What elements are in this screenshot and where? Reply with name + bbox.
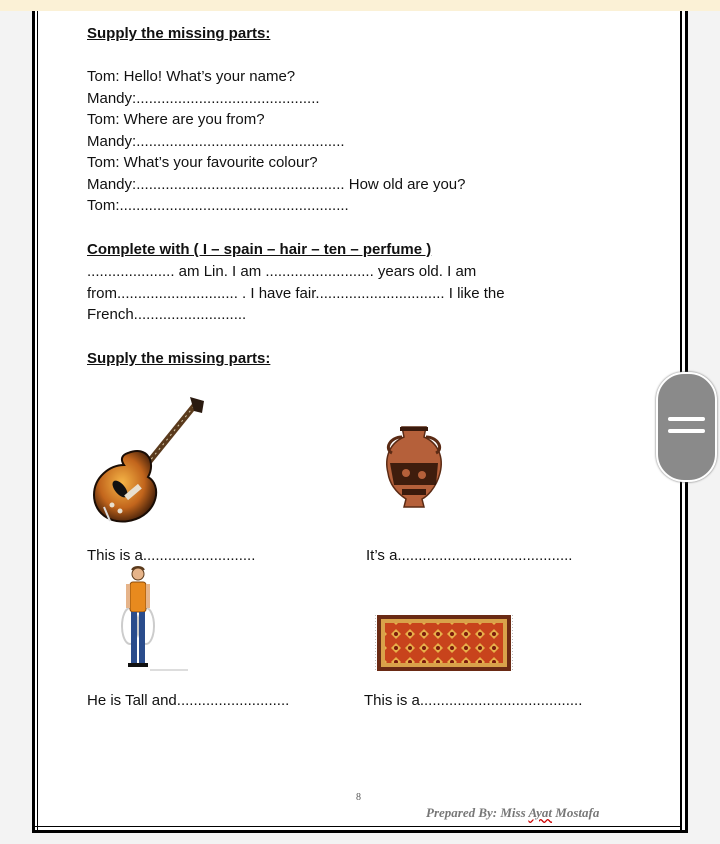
dialogue-line: Mandy:.................................................. xyxy=(87,133,345,150)
dialogue-line: Tom: What’s your favourite colour? xyxy=(87,154,318,171)
rug-image xyxy=(375,613,513,673)
top-bar xyxy=(0,0,720,11)
caption-vase: It’s a.......................................... xyxy=(366,547,573,564)
border-left-outer xyxy=(32,11,35,833)
dialogue-line: Tom: Hello! What’s your name? xyxy=(87,68,296,85)
guitar-image xyxy=(90,393,210,529)
author-first-name: Ayat xyxy=(528,805,553,820)
completion-line: ..................... am Lin. I am .......................... years old. I am xyxy=(87,263,477,280)
dialogue-line: Tom: Where are you from? xyxy=(87,111,265,128)
tall-man-image xyxy=(110,566,192,674)
dialogue-line: Mandy:............................................ xyxy=(87,90,320,107)
author-last-name: Mostafa xyxy=(552,805,600,820)
completion-line: from............................. . I have fair............................... I like the xyxy=(87,285,505,302)
border-left-inner xyxy=(37,11,38,831)
completion-line: French........................... xyxy=(87,306,247,323)
caption-rug: This is a....................................... xyxy=(364,692,583,709)
caption-man: He is Tall and........................... xyxy=(87,692,290,709)
border-bottom-inner xyxy=(32,826,682,827)
page-number: 8 xyxy=(356,792,361,803)
border-bottom-outer xyxy=(32,830,688,833)
grip-line-icon xyxy=(668,417,705,421)
vase-image xyxy=(378,423,450,509)
section2-heading: Complete with ( I – spain – hair – ten – perfume ) xyxy=(87,241,432,258)
dialogue-line: Tom:....................................................... xyxy=(87,197,349,214)
grip-line-icon xyxy=(668,429,705,433)
prepared-by xyxy=(426,805,599,821)
section3-heading: Supply the missing parts: xyxy=(87,350,271,367)
section1-heading: Supply the missing parts: xyxy=(87,25,271,42)
caption-guitar: This is a........................... xyxy=(87,547,256,564)
dialogue-line: Mandy:.................................................. How old are you? xyxy=(87,176,466,193)
prepared-prefix: Prepared By: Miss xyxy=(426,805,529,820)
scroll-handle[interactable] xyxy=(656,372,717,482)
